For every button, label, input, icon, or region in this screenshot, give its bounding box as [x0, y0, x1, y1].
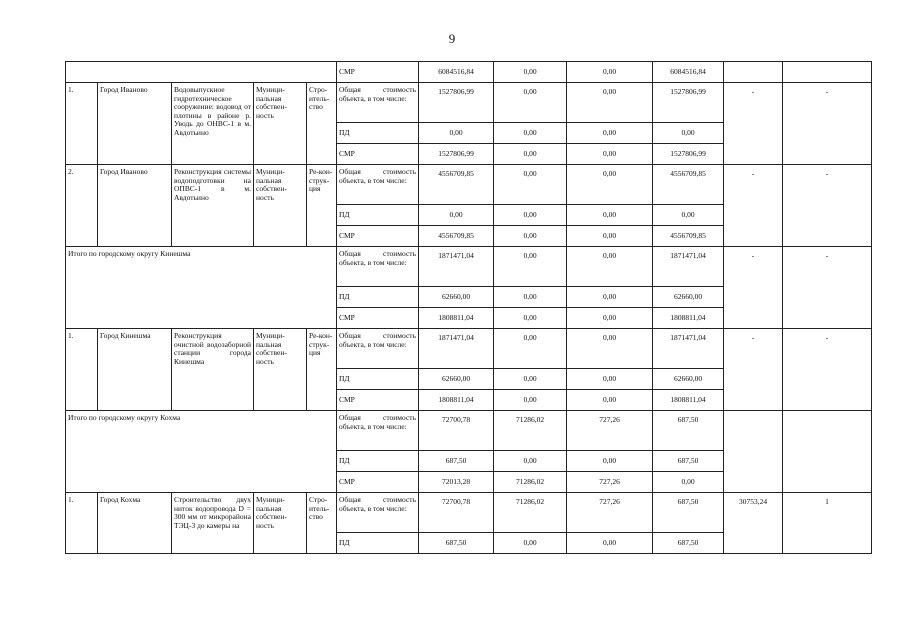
completion-value: - [783, 247, 872, 329]
municipality-name: Город Кинешма [98, 329, 172, 411]
cost-value: 687,50 [653, 533, 724, 554]
table-row [66, 165, 872, 205]
cost-value: 687,50 [653, 451, 724, 472]
row-number: 1. [66, 83, 98, 165]
cost-label: Общая стоимость объекта, в том числе: [337, 165, 419, 205]
cost-value: 0,00 [567, 205, 653, 226]
cost-value: 4556709,85 [419, 226, 494, 247]
capacity-value: - [724, 83, 783, 165]
municipality-name: Город Иваново [98, 83, 172, 165]
cost-label: СМР [337, 390, 419, 411]
cost-label: Общая стоимость объекта, в том числе: [337, 247, 419, 287]
cost-value: 0,00 [567, 329, 653, 369]
cost-label: СМР [337, 62, 419, 83]
cost-value: 72700,78 [419, 411, 494, 451]
cost-value: 1808811,04 [653, 308, 724, 329]
cost-value: 0,00 [567, 62, 653, 83]
table-row [66, 493, 872, 533]
cost-label: Общая стоимость объекта, в том числе: [337, 329, 419, 369]
cost-value: 72013,28 [419, 472, 494, 493]
cost-label: ПД [337, 533, 419, 554]
cost-value: 0,00 [567, 123, 653, 144]
cost-value: 0,00 [567, 390, 653, 411]
cost-value: 4556709,85 [653, 226, 724, 247]
row-number: 1. [66, 329, 98, 411]
municipality-name: Город Кохма [98, 493, 172, 554]
cost-value: 1871471,04 [419, 247, 494, 287]
cost-value: 727,26 [567, 493, 653, 533]
cost-value: 0,00 [494, 533, 567, 554]
table-body [66, 62, 872, 554]
cost-value: 0,00 [494, 205, 567, 226]
district-total-title: Итого по городскому округу Кинешма [66, 247, 337, 329]
cost-value: 0,00 [494, 451, 567, 472]
cost-value: 62660,00 [653, 287, 724, 308]
cost-value: 0,00 [567, 369, 653, 390]
cost-value: 1871471,04 [419, 329, 494, 369]
work-type: Ре-кон-струк-ция [307, 329, 337, 411]
cost-value: 62660,00 [419, 369, 494, 390]
capacity-value: 30753,24 [724, 493, 783, 554]
cost-value: 0,00 [494, 144, 567, 165]
cost-value: 4556709,85 [419, 165, 494, 205]
cost-label: СМР [337, 472, 419, 493]
cost-value: 0,00 [494, 308, 567, 329]
cost-value: 1871471,04 [653, 329, 724, 369]
continuation-cell [66, 62, 337, 83]
capacity-value: - [724, 165, 783, 247]
cost-value: 687,50 [653, 411, 724, 451]
cost-label: СМР [337, 226, 419, 247]
completion-value [783, 411, 872, 493]
cost-value: 687,50 [419, 533, 494, 554]
cost-value: 0,00 [494, 390, 567, 411]
capacity-value: - [724, 247, 783, 329]
table-row [66, 247, 872, 287]
completion-value: - [783, 83, 872, 165]
cost-value: 6084516,84 [653, 62, 724, 83]
completion-value: 1 [783, 493, 872, 554]
cost-value: 1527806,99 [419, 83, 494, 123]
cost-value: 1527806,99 [653, 144, 724, 165]
cost-value: 687,50 [419, 451, 494, 472]
cost-value: 727,26 [567, 472, 653, 493]
cost-value: 1527806,99 [419, 144, 494, 165]
cost-value: 687,50 [653, 493, 724, 533]
municipality-name: Город Иваново [98, 165, 172, 247]
cost-label: СМР [337, 308, 419, 329]
cost-value: 6084516,84 [419, 62, 494, 83]
ownership-form: Муници-пальная собствен-ность [254, 493, 307, 554]
completion-value: - [783, 329, 872, 411]
cost-value: 71286,02 [494, 472, 567, 493]
cost-value: 0,00 [494, 62, 567, 83]
ownership-form: Муници-пальная собствен-ность [254, 329, 307, 411]
empty-cell [724, 62, 783, 83]
investment-table [65, 61, 872, 554]
cost-value: 72700,78 [419, 493, 494, 533]
district-total-title: Итого по городскому округу Кохма [66, 411, 337, 493]
cost-value: 0,00 [494, 83, 567, 123]
cost-value: 727,26 [567, 411, 653, 451]
cost-label: ПД [337, 369, 419, 390]
cost-value: 0,00 [567, 226, 653, 247]
row-number: 2. [66, 165, 98, 247]
cost-label: Общая стоимость объекта, в том числе: [337, 493, 419, 533]
cost-value: 62660,00 [419, 287, 494, 308]
cost-value: 0,00 [494, 369, 567, 390]
ownership-form: Муници-пальная собствен-ность [254, 165, 307, 247]
cost-value: 0,00 [567, 308, 653, 329]
cost-value: 1808811,04 [419, 390, 494, 411]
cost-value: 0,00 [419, 123, 494, 144]
cost-value: 0,00 [419, 205, 494, 226]
work-type: Стро-итель-ство [307, 493, 337, 554]
completion-value: - [783, 165, 872, 247]
cost-value: 4556709,85 [653, 165, 724, 205]
cost-label: Общая стоимость объекта, в том числе: [337, 411, 419, 451]
cost-value: 0,00 [494, 123, 567, 144]
cost-value: 0,00 [494, 287, 567, 308]
cost-value: 0,00 [494, 329, 567, 369]
cost-value: 0,00 [567, 83, 653, 123]
table-row [66, 411, 872, 451]
object-name: Строительство двух ниток водопровода D = 300 мм от микрорайона ТЭЦ-3 до камеры на [172, 493, 254, 554]
work-type: Стро-итель-ство [307, 83, 337, 165]
work-type: Ре-кон-струк-ция [307, 165, 337, 247]
table-row [66, 329, 872, 369]
cost-label: ПД [337, 205, 419, 226]
cost-value: 1808811,04 [419, 308, 494, 329]
cost-value: 0,00 [567, 451, 653, 472]
page-number: 9 [448, 31, 456, 46]
cost-value: 0,00 [653, 472, 724, 493]
cost-value: 71286,02 [494, 493, 567, 533]
cost-label: Общая стоимость объекта, в том числе: [337, 83, 419, 123]
cost-label: ПД [337, 451, 419, 472]
cost-value: 62660,00 [653, 369, 724, 390]
cost-value: 0,00 [567, 287, 653, 308]
ownership-form: Муници-пальная собствен-ность [254, 83, 307, 165]
table-row [66, 83, 872, 123]
cost-value: 1527806,99 [653, 83, 724, 123]
cost-value: 0,00 [494, 165, 567, 205]
capacity-value: - [724, 329, 783, 411]
object-name: Реконструкция системы водоподготовки на ОПВС-1 в м. Авдотьино [172, 165, 254, 247]
cost-value: 0,00 [653, 205, 724, 226]
cost-value: 0,00 [567, 247, 653, 287]
object-name: Водовыпускное гидротехническое сооружение: водовод от плотины в районе р. Уводь до ОНВС-1 в м. Авдотьино [172, 83, 254, 165]
cost-label: СМР [337, 144, 419, 165]
table-row [66, 62, 872, 83]
cost-value: 71286,02 [494, 411, 567, 451]
cost-value: 0,00 [494, 247, 567, 287]
cost-label: ПД [337, 287, 419, 308]
cost-value: 1808811,04 [653, 390, 724, 411]
cost-value: 1871471,04 [653, 247, 724, 287]
cost-value: 0,00 [567, 533, 653, 554]
cost-value: 0,00 [567, 165, 653, 205]
cost-value: 0,00 [653, 123, 724, 144]
cost-value: 0,00 [567, 144, 653, 165]
object-name: Реконструкция очистной водозаборной станции города Кинешма [172, 329, 254, 411]
cost-value: 0,00 [494, 226, 567, 247]
empty-cell [783, 62, 872, 83]
cost-label: ПД [337, 123, 419, 144]
capacity-value [724, 411, 783, 493]
row-number: 1. [66, 493, 98, 554]
